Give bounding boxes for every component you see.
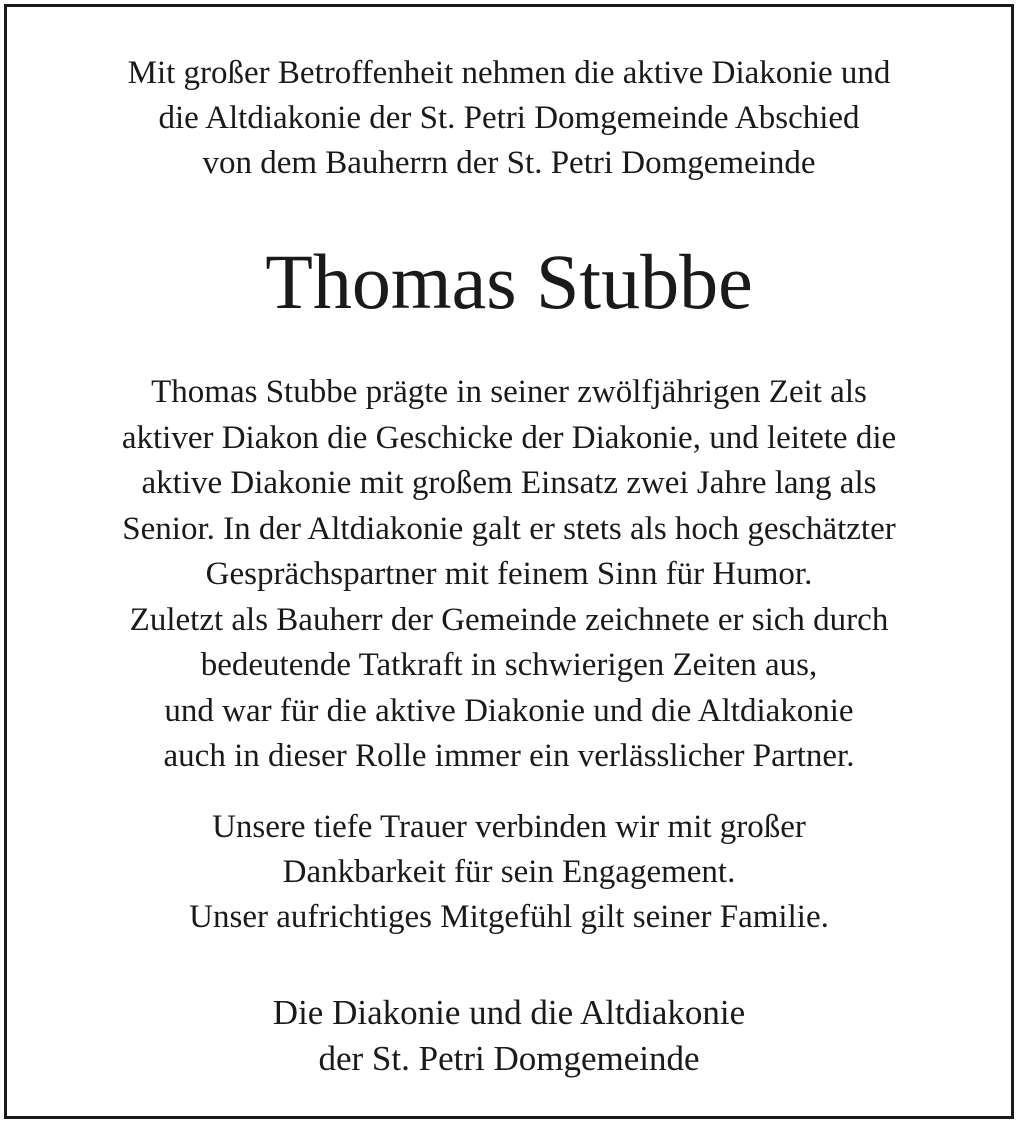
condolence-paragraph (7, 805, 1011, 940)
intro-paragraph (7, 51, 1011, 186)
intro-line: die Altdiakonie der St. Petri Domgemeinde Abschied (158, 100, 860, 136)
signature-line: der St. Petri Domgemeinde (318, 1039, 700, 1078)
intro-line: Mit großer Betroffenheit nehmen die aktive Diakonie und (127, 55, 891, 91)
tribute-line: und war für die aktive Diakonie und die Altdiakonie (164, 692, 854, 729)
signature-line: Die Diakonie und die Altdiakonie (272, 993, 746, 1032)
tribute-line: Thomas Stubbe prägte in seiner zwölfjährigen Zeit als (151, 374, 867, 410)
condolence-line: Unsere tiefe Trauer verbinden wir mit großer (212, 809, 806, 845)
tribute-line: auch in dieser Rolle immer ein verlässlicher Partner. (163, 738, 855, 774)
tribute-line: Zuletzt als Bauherr der Gemeinde zeichnete er sich durch (129, 601, 889, 638)
deceased-name: Thomas Stubbe (265, 238, 753, 325)
tribute-line: bedeutende Tatkraft in schwierigen Zeiten aus, (200, 647, 818, 683)
signature-block (7, 990, 1011, 1082)
obituary-frame (4, 4, 1014, 1119)
tribute-line: aktiver Diakon die Geschicke der Diakonie, und leitete die (121, 419, 897, 456)
tribute-paragraph (7, 370, 1011, 780)
tribute-line: Gesprächspartner mit feinem Sinn für Humor. (205, 556, 813, 592)
tribute-line: aktive Diakonie mit großem Einsatz zwei Jahre lang als (141, 465, 877, 501)
condolence-line: Unser aufrichtiges Mitgefühl gilt seiner Familie. (189, 899, 829, 935)
condolence-line: Dankbarkeit für sein Engagement. (282, 854, 736, 890)
intro-line: von dem Bauherrn der St. Petri Domgemeinde (202, 145, 816, 181)
tribute-line: Senior. In der Altdiakonie galt er stets als hoch geschätzter (122, 510, 896, 547)
